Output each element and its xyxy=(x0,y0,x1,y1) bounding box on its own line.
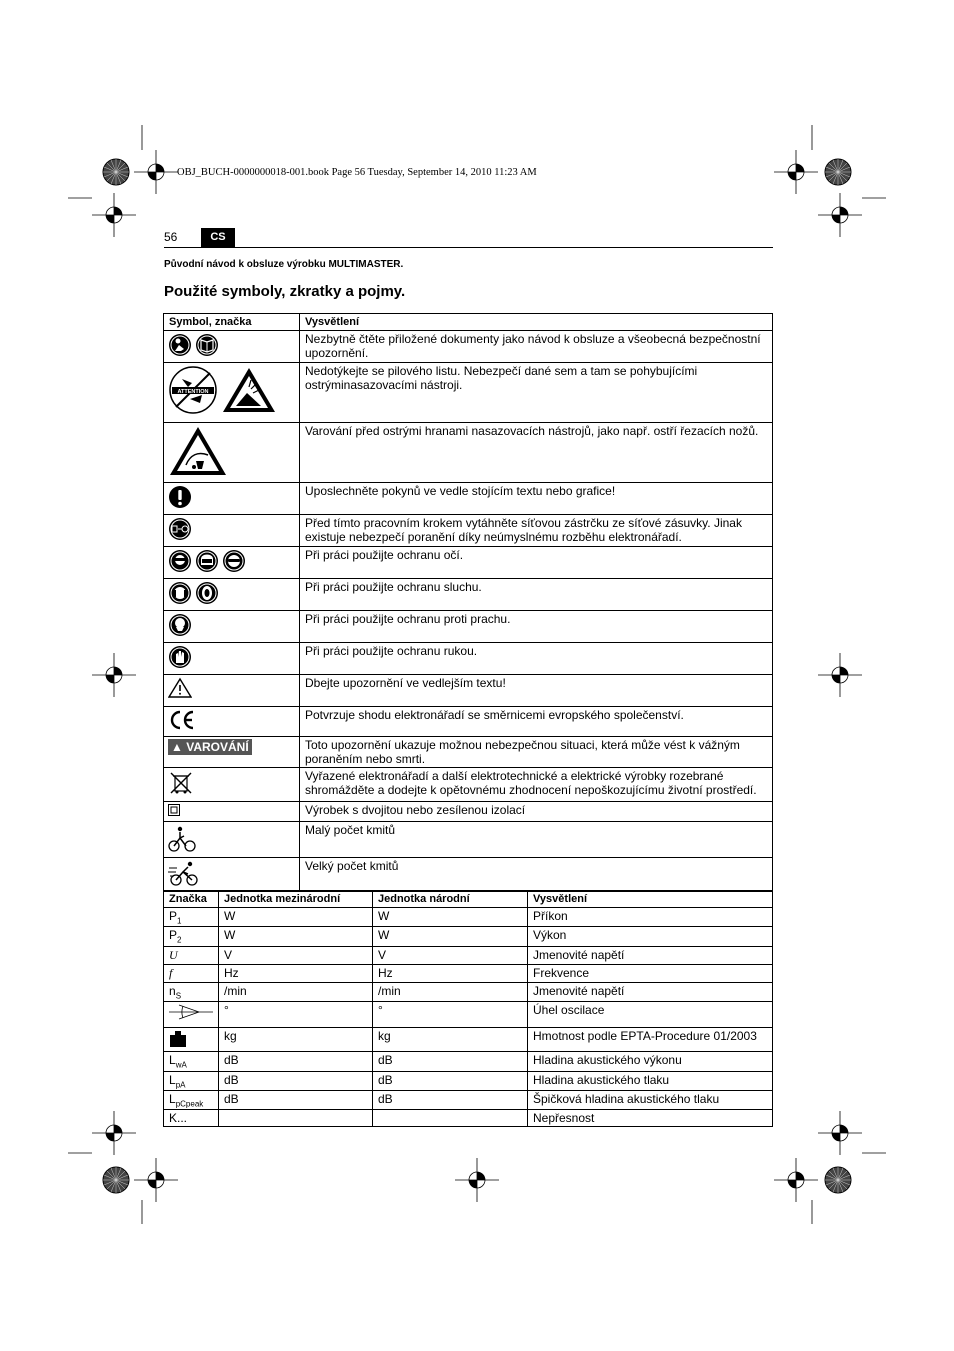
unit-international-cell: dB xyxy=(219,1071,373,1090)
unit-row xyxy=(164,1002,773,1028)
explanation-cell: Potvrzuje shodu elektronářadí se směrnicemi evropského společenství. xyxy=(300,707,773,737)
weight-icon xyxy=(169,1036,187,1050)
explanation-cell: Varování před ostrými hranami nasazovacích nástrojů, jako např. ostří řezacích nožů. xyxy=(300,423,773,483)
gloves-icon xyxy=(168,645,192,672)
symbol-row xyxy=(164,822,773,858)
symbol-cell xyxy=(164,423,300,483)
crossed-bin-icon xyxy=(168,770,194,799)
unit-explanation-cell: Špičková hladina akustického tlaku xyxy=(528,1090,773,1109)
symbol-letter: n xyxy=(169,983,176,998)
unit-international-cell: dB xyxy=(219,1090,373,1109)
symbol-cell xyxy=(164,363,300,423)
symbol-row xyxy=(164,802,773,822)
units-table xyxy=(163,890,773,1127)
symbol-letter: K... xyxy=(169,1111,188,1126)
symbol-cell xyxy=(164,822,300,858)
unit-row xyxy=(164,927,773,946)
unit-symbol-cell xyxy=(164,1002,219,1028)
unit-international-cell: kg xyxy=(219,1028,373,1052)
explanation-cell: Velký počet kmitů xyxy=(300,858,773,892)
symbol-cell xyxy=(164,483,300,515)
header-unit-national: Jednotka národní xyxy=(373,891,528,908)
symbol-cell xyxy=(164,675,300,707)
symbol-cell xyxy=(164,611,300,643)
explanation-cell: Při práci použijte ochranu rukou. xyxy=(300,643,773,675)
ear-protection-icon xyxy=(168,581,192,608)
unit-explanation-cell: Jmenovité napětí xyxy=(528,982,773,1001)
header-unit-international: Jednotka mezinárodní xyxy=(219,891,373,908)
symbol-cell xyxy=(164,515,300,547)
explanation-cell: Toto upozornění ukazuje možnou nebezpečnou situaci, která může vést k vážným poraněním nebo smrti. xyxy=(300,737,773,768)
symbol-row xyxy=(164,331,773,363)
symbol-letter: P xyxy=(169,909,178,923)
symbol-subscript: 1 xyxy=(177,916,182,926)
unit-national-cell: dB xyxy=(373,1071,528,1090)
unit-symbol-cell xyxy=(164,1028,219,1052)
print-header: OBJ_BUCH-0000000018-001.book Page 56 Tuesday, September 14, 2010 11:23 AM xyxy=(177,167,537,178)
table-header-row xyxy=(164,891,773,908)
unit-international-cell: V xyxy=(219,946,373,964)
unit-international-cell: ° xyxy=(219,1002,373,1028)
symbol-subscript: 2 xyxy=(177,935,182,945)
symbol-cell xyxy=(164,768,300,802)
explanation-cell: Nezbytně čtěte přiložené dokumenty jako návod k obsluze a všeobecná bezpečnostní upozornění. xyxy=(300,331,773,363)
header-explanation: Vysvětlení xyxy=(300,314,773,331)
symbol-subscript: pCpeak xyxy=(175,1099,204,1109)
double-insulation-icon xyxy=(168,804,180,819)
header-symbol: Značka xyxy=(164,891,219,908)
symbol-row xyxy=(164,643,773,675)
unit-row xyxy=(164,964,773,982)
explanation-cell: Při práci použijte ochranu sluchu. xyxy=(300,579,773,611)
symbol-cell xyxy=(164,707,300,737)
unit-symbol-cell xyxy=(164,927,219,946)
symbol-letter: L xyxy=(169,1053,176,1068)
flying-debris-warning-icon xyxy=(221,365,277,418)
unit-row xyxy=(164,1110,773,1127)
page-number: 56 xyxy=(164,230,178,244)
unit-national-cell: W xyxy=(373,908,528,927)
unit-row xyxy=(164,908,773,927)
warning-triangle-icon: ▲ xyxy=(171,740,183,754)
unit-explanation-cell: Výkon xyxy=(528,927,773,946)
symbol-cell xyxy=(164,331,300,363)
unit-international-cell: /min xyxy=(219,982,373,1001)
table-header-row xyxy=(164,314,773,331)
unit-national-cell: V xyxy=(373,946,528,964)
face-shield-icon xyxy=(195,549,219,576)
symbol-letter: f xyxy=(169,965,173,980)
symbol-subscript: pA xyxy=(175,1079,186,1089)
explanation-cell: Nedotýkejte se pilového listu. Nebezpečí dané sem a tam se pohybujícími ostrýminasazovacími nástroji. xyxy=(300,363,773,423)
exclamation-icon xyxy=(168,485,192,512)
unit-symbol-cell xyxy=(164,908,219,927)
language-badge: CS xyxy=(201,228,235,247)
header-symbol: Symbol, značka xyxy=(164,314,300,331)
symbol-letter: L xyxy=(169,1091,176,1106)
unit-explanation-cell: Frekvence xyxy=(528,964,773,982)
warning-badge-label: VAROVÁNÍ xyxy=(186,740,249,754)
unit-explanation-cell: Příkon xyxy=(528,908,773,927)
unit-international-cell: W xyxy=(219,908,373,927)
symbol-row xyxy=(164,363,773,423)
unplug-icon xyxy=(168,517,192,544)
unit-explanation-cell: Hladina akustického tlaku xyxy=(528,1071,773,1090)
unit-national-cell xyxy=(373,1110,528,1127)
unit-explanation-cell: Jmenovité napětí xyxy=(528,946,773,964)
unit-national-cell: dB xyxy=(373,1052,528,1071)
unit-national-cell: W xyxy=(373,927,528,946)
explanation-cell: Výrobek s dvojitou nebo zesílenou izolací xyxy=(300,802,773,822)
unit-national-cell: /min xyxy=(373,982,528,1001)
header-explanation: Vysvětlení xyxy=(528,891,773,908)
eye-protection-icon xyxy=(168,549,192,576)
symbol-cell xyxy=(164,737,300,768)
unit-symbol-cell xyxy=(164,946,219,964)
explanation-cell: Při práci použijte ochranu očí. xyxy=(300,547,773,579)
header-rule xyxy=(164,247,773,248)
dust-mask-icon xyxy=(168,613,192,640)
unit-national-cell: Hz xyxy=(373,964,528,982)
symbol-letter: U xyxy=(169,947,178,962)
symbol-row xyxy=(164,515,773,547)
symbol-subscript: S xyxy=(175,991,182,1001)
sharp-edge-warning-icon xyxy=(168,425,228,480)
warning-triangle-icon xyxy=(168,677,192,702)
goggles-icon xyxy=(222,549,246,576)
explanation-cell: Vyřazené elektronářadí a další elektrotechnické a elektrické výrobky rozebrané shromážděte a dodejte k opětovnému zhodnocení nepoškozujícímu životní prostředí. xyxy=(300,768,773,802)
manual-reader-icon xyxy=(168,333,192,360)
symbols-table xyxy=(163,313,773,892)
unit-symbol-cell xyxy=(164,1071,219,1090)
oscillation-angle-icon xyxy=(169,1010,213,1024)
explanation-cell: Malý počet kmitů xyxy=(300,822,773,858)
unit-explanation-cell: Hmotnost podle EPTA-Procedure 01/2003 xyxy=(528,1028,773,1052)
unit-symbol-cell xyxy=(164,1110,219,1127)
unit-international-cell: W xyxy=(219,927,373,946)
unit-international-cell: Hz xyxy=(219,964,373,982)
explanation-cell: Při práci použijte ochranu proti prachu. xyxy=(300,611,773,643)
unit-row xyxy=(164,982,773,1001)
symbol-cell xyxy=(164,802,300,822)
symbol-cell xyxy=(164,643,300,675)
symbol-row xyxy=(164,547,773,579)
svg-text:ATTENTION: ATTENTION xyxy=(177,389,209,395)
unit-row xyxy=(164,1028,773,1052)
explanation-cell: Uposlechněte pokynů ve vedle stojícím textu nebo grafice! xyxy=(300,483,773,515)
symbol-row xyxy=(164,423,773,483)
ce-mark-icon xyxy=(168,709,196,734)
symbol-subscript: wA xyxy=(175,1060,187,1070)
unit-international-cell xyxy=(219,1110,373,1127)
symbol-row xyxy=(164,858,773,892)
symbol-cell xyxy=(164,547,300,579)
symbol-letter: L xyxy=(169,1072,176,1087)
unit-national-cell: dB xyxy=(373,1090,528,1109)
attention-blade-icon xyxy=(168,365,218,418)
slow-cyclist-icon xyxy=(168,824,196,855)
ear-protection-alt-icon xyxy=(195,581,219,608)
symbol-row xyxy=(164,579,773,611)
symbol-row xyxy=(164,675,773,707)
symbol-cell xyxy=(164,579,300,611)
explanation-cell: Před tímto pracovním krokem vytáhněte síťovou zástrčku ze síťové zásuvky. Jinak existuje nebezpečí poranění díky neúmyslnému rozběhu elektronářadí. xyxy=(300,515,773,547)
unit-explanation-cell: Nepřesnost xyxy=(528,1110,773,1127)
warning-badge-icon xyxy=(168,739,252,755)
unit-symbol-cell xyxy=(164,964,219,982)
unit-row xyxy=(164,946,773,964)
symbol-row xyxy=(164,737,773,768)
explanation-cell: Dbejte upozornění ve vedlejším textu! xyxy=(300,675,773,707)
fast-cyclist-icon xyxy=(168,860,200,889)
symbol-row xyxy=(164,768,773,802)
unit-row xyxy=(164,1071,773,1090)
unit-symbol-cell xyxy=(164,1052,219,1071)
unit-explanation-cell: Hladina akustického výkonu xyxy=(528,1052,773,1071)
book-icon xyxy=(195,333,219,360)
unit-symbol-cell xyxy=(164,982,219,1001)
unit-symbol-cell xyxy=(164,1090,219,1109)
symbol-cell xyxy=(164,858,300,892)
unit-row xyxy=(164,1052,773,1071)
symbol-letter: P xyxy=(169,928,178,943)
unit-international-cell: dB xyxy=(219,1052,373,1071)
symbol-row xyxy=(164,611,773,643)
manual-subtitle: Původní návod k obsluze výrobku MULTIMASTER. xyxy=(164,259,404,270)
unit-national-cell: kg xyxy=(373,1028,528,1052)
unit-explanation-cell: Úhel oscilace xyxy=(528,1002,773,1028)
symbol-row xyxy=(164,707,773,737)
section-title: Použité symboly, zkratky a pojmy. xyxy=(164,283,406,300)
unit-row xyxy=(164,1090,773,1109)
unit-national-cell: ° xyxy=(373,1002,528,1028)
symbol-row xyxy=(164,483,773,515)
